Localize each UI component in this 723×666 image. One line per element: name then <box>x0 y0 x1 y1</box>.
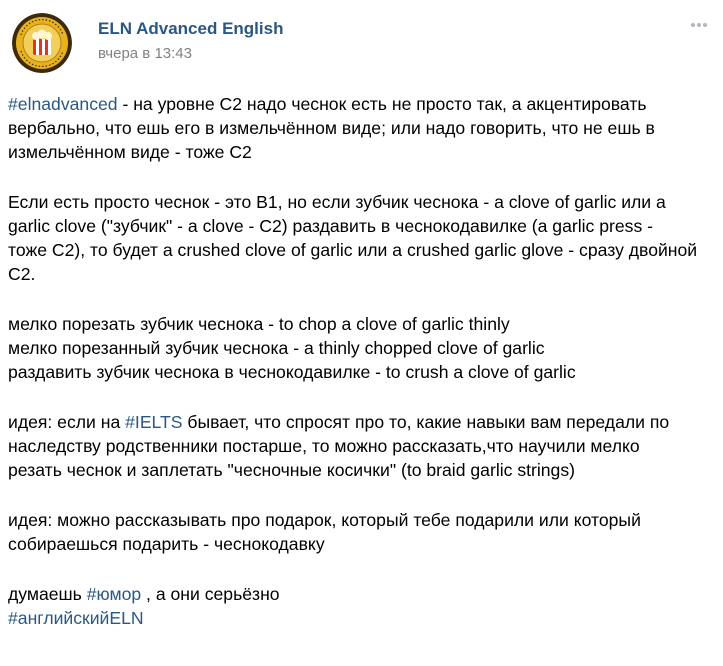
paragraph-gift-idea <box>8 508 713 556</box>
avatar[interactable] <box>12 13 72 73</box>
text-line <box>8 410 713 434</box>
paragraph-hashtags <box>8 582 713 630</box>
text-line: собираешься подарить - чеснокодавку <box>8 534 325 554</box>
post-text <box>8 92 713 630</box>
text-line: раздавить зубчик чеснока в чеснокодавилке - to crush a clove of garlic <box>8 362 576 382</box>
paragraph-vocabulary <box>8 312 713 384</box>
text-line: наследству родственники постарше, то можно рассказать,что научили мелко <box>8 436 640 456</box>
text-segment: идея: если на <box>8 412 126 432</box>
text-line: С2. <box>8 264 36 284</box>
text-segment: бывает, что спросят про то, какие навыки вам передали по <box>182 412 670 432</box>
post-date[interactable]: вчера в 13:43 <box>98 45 192 62</box>
text-line: резать чеснок и заплетать "чесночные косички" (to braid garlic strings) <box>8 460 576 480</box>
text-line <box>8 582 713 606</box>
text-line: мелко порезать зубчик чеснока - to chop a clove of garlic thinly <box>8 314 510 334</box>
paragraph-c2-garlic <box>8 92 713 164</box>
text-segment: , а они серьёзно <box>141 584 280 604</box>
text-segment: - на уровне С2 надо чеснок есть не просто так, а акцентировать <box>117 94 647 114</box>
hashtag-link[interactable]: #английскийELN <box>8 608 144 628</box>
avatar-badge-image <box>12 13 72 73</box>
text-line <box>8 606 713 630</box>
text-line: вербально, что ешь его в измельчённом виде; или надо говорить, что не ешь в <box>8 118 655 138</box>
paragraph-clove <box>8 190 713 286</box>
post-author-name[interactable]: ELN Advanced English <box>98 19 284 38</box>
text-line <box>8 92 713 116</box>
text-segment: думаешь <box>8 584 87 604</box>
hashtag-link[interactable]: #юмор <box>86 584 142 604</box>
text-line: Если есть просто чеснок - это В1, но если зубчик чеснока - a clove of garlic или a <box>8 192 666 212</box>
hashtag-link[interactable]: #IELTS <box>125 412 183 432</box>
hashtag-link[interactable]: #elnadvanced <box>8 94 118 114</box>
post-header <box>12 13 712 73</box>
text-line: идея: можно рассказывать про подарок, который тебе подарили или который <box>8 510 641 530</box>
text-line: мелко порезанный зубчик чеснока - a thinly chopped clove of garlic <box>8 338 545 358</box>
text-line: тоже С2), то будет a crushed clove of garlic или a crushed garlic glove - сразу двойной <box>8 240 698 260</box>
more-dots-icon[interactable] <box>684 13 714 37</box>
paragraph-ielts-idea <box>8 410 713 482</box>
text-line: измельчённом виде - тоже С2 <box>8 142 252 162</box>
text-line: garlic clove ("зубчик" - a clove - C2) раздавить в чеснокодавилке (a garlic press - <box>8 216 653 236</box>
